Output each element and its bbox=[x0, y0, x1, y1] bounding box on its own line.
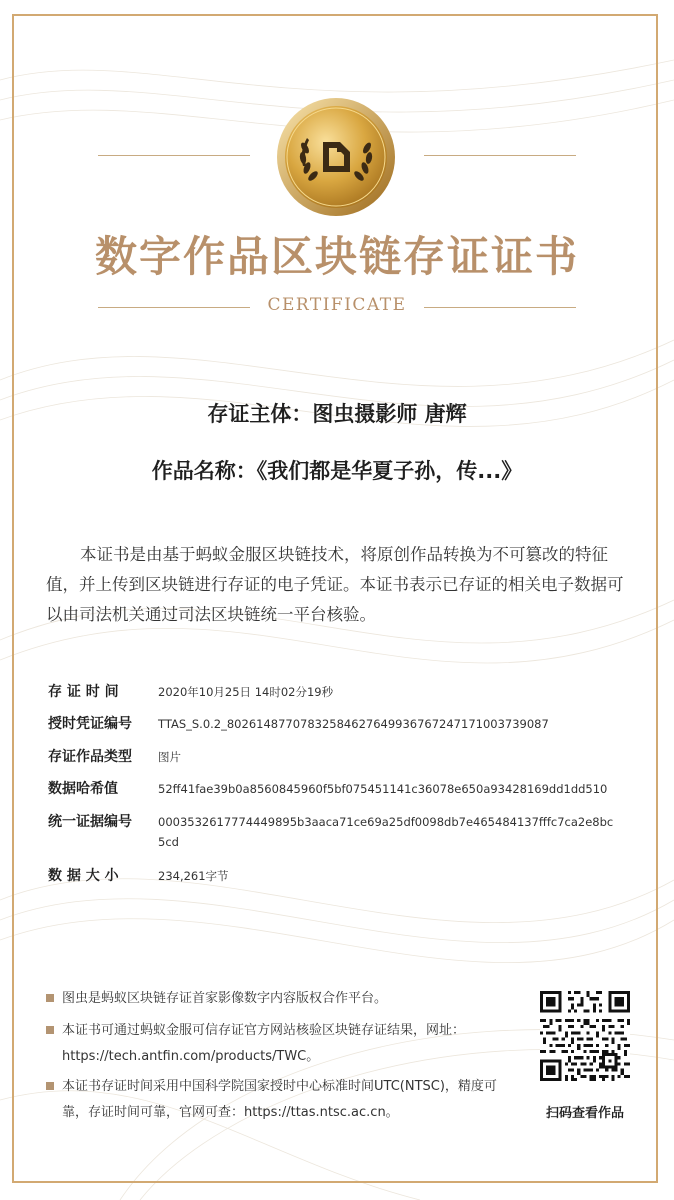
info-value: 000353261777444989​5b3aaca71ce69a25df0098db7e465484137fffc7ca2e8bc5cd bbox=[158, 815, 614, 849]
bullet-square-icon bbox=[46, 994, 54, 1002]
certificate-description: 本证书是由基于蚂蚁金服区块链技术，将原创作品转换为不可篡改的特征值，并上传到区块链进行存证的电子凭证。本证书表示已存证的相关电子数据可以由司法机关通过司法区块链统一平台核验。 bbox=[46, 545, 624, 624]
note-item bbox=[46, 1018, 506, 1070]
note-text: 本证书可通过蚂蚁金服可信存证官方网站核验区块链存证结果，网址：https://tech.antfin.com/products/TWC。 bbox=[62, 1023, 466, 1064]
info-row-timestamp-id bbox=[48, 714, 638, 734]
certificate-title: 数字作品区块链存证证书 bbox=[94, 232, 579, 281]
bullet-square-icon bbox=[46, 1026, 54, 1034]
divider-right-top bbox=[424, 155, 576, 156]
qr-code-icon[interactable] bbox=[540, 991, 630, 1081]
info-label: 存证作品类型 bbox=[48, 749, 132, 765]
subject-line: 存证主体：图虫摄影师 唐辉 bbox=[207, 402, 467, 426]
info-label: 数 据 大 小 bbox=[48, 868, 119, 884]
info-label: 存 证 时 间 bbox=[48, 684, 119, 700]
info-row-evidence-id bbox=[48, 812, 638, 852]
work-name-line: 作品名称：《我们都是华夏子孙，传...》 bbox=[151, 459, 523, 483]
divider-left-top bbox=[98, 155, 250, 156]
gold-medal-logo bbox=[275, 96, 397, 218]
note-text: 图虫是蚂蚁区块链存证首家影像数字内容版权合作平台。 bbox=[62, 991, 388, 1006]
info-row-hash bbox=[48, 779, 638, 799]
bullet-square-icon bbox=[46, 1082, 54, 1090]
info-row-work-type bbox=[48, 747, 638, 767]
note-item bbox=[46, 986, 506, 1012]
info-value: 2020年10月25日 14时02分19秒 bbox=[158, 685, 334, 699]
divider-right-subtitle bbox=[424, 307, 576, 308]
info-row-size bbox=[48, 866, 638, 886]
info-label: 统一证据编号 bbox=[48, 814, 132, 830]
qr-code-label: 扫码查看作品 bbox=[545, 1106, 624, 1121]
certificate-subtitle: CERTIFICATE bbox=[267, 295, 407, 315]
note-text: 本证书存证时间采用中国科学院国家授时中心标准时间UTC(NTSC)，精度可靠，存证时间可靠，官网可查：https://ttas.ntsc.ac.cn。 bbox=[62, 1079, 497, 1120]
info-value: 图片 bbox=[158, 750, 181, 764]
info-value: TTAS_S.0.2_802614877078325846276499367672471710037390​87 bbox=[158, 717, 549, 731]
info-row-time bbox=[48, 682, 638, 702]
note-item bbox=[46, 1074, 506, 1126]
info-label: 授时凭证编号 bbox=[48, 716, 132, 732]
info-label: 数据哈希值 bbox=[48, 781, 118, 797]
info-value: 234,261字节 bbox=[158, 869, 229, 883]
info-value: 52ff41fae39b0a8560845960f5bf075451141c36078e650a93428169dd1dd510 bbox=[158, 782, 608, 796]
